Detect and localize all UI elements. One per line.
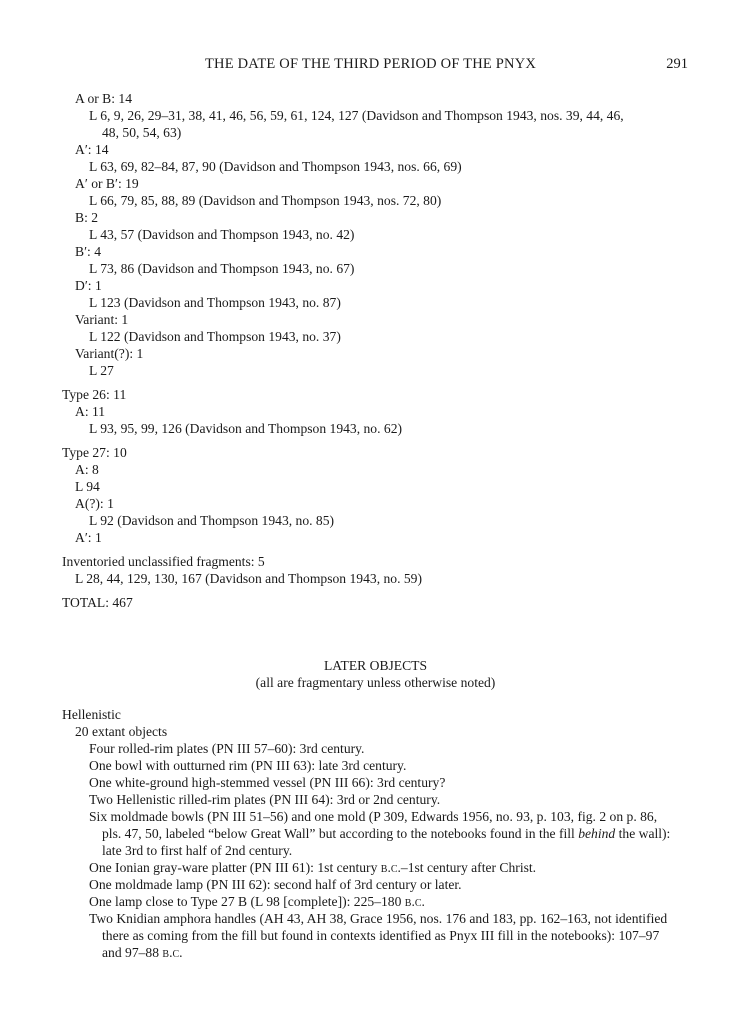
page-number: 291 xyxy=(666,56,688,72)
entry-heading: Variant(?): 1 xyxy=(75,346,144,361)
object-item: One white-ground high-stemmed vessel (PN III 66): 3rd century? xyxy=(89,775,446,790)
entry-text: L 27 xyxy=(89,363,114,378)
entry-heading: A: 8 xyxy=(75,462,99,477)
object-item: Six moldmade bowls (PN III 51–56) and one mold (P 309, Edwards 1956, no. 93, p. 103, fig. 2 on p. 86, xyxy=(89,809,658,824)
object-item: Two Hellenistic rilled-rim plates (PN III 64): 3rd or 2nd century. xyxy=(89,792,441,807)
object-count: 20 extant objects xyxy=(75,724,168,739)
emphasis-text: behind xyxy=(578,826,616,841)
entry-heading: B′: 4 xyxy=(75,244,102,259)
entry-heading: Variant: 1 xyxy=(75,312,129,327)
entry-heading: A: 11 xyxy=(75,404,106,419)
entry-heading: A′ or B′: 19 xyxy=(75,176,139,191)
entry-text: L 93, 95, 99, 126 (Davidson and Thompson 1943, no. 62) xyxy=(89,421,403,436)
object-text: and 97–88 xyxy=(102,945,163,960)
entry-text: L 6, 9, 26, 29–31, 38, 41, 46, 56, 59, 61, 124, 127 (Davidson and Thompson 1943, nos. 39, 44, 46, xyxy=(89,108,624,123)
period-heading: Hellenistic xyxy=(62,707,121,722)
running-header: THE DATE OF THE THIRD PERIOD OF THE PNYX xyxy=(205,56,537,72)
entry-text: L 94 xyxy=(75,479,100,494)
entry-text: L 73, 86 (Davidson and Thompson 1943, no. 67) xyxy=(89,261,355,276)
object-item-continued: there as coming from the fill but found in contexts identified as Pnyx III fill in the notebooks): 107–97 xyxy=(102,928,660,943)
era-abbrev: b.c. xyxy=(162,945,183,960)
total-line: TOTAL: 467 xyxy=(62,595,133,610)
entry-text: L 43, 57 (Davidson and Thompson 1943, no. 42) xyxy=(89,227,355,242)
object-item: One bowl with outturned rim (PN III 63): late 3rd century. xyxy=(89,758,407,773)
section-subtitle: (all are fragmentary unless otherwise noted) xyxy=(255,675,496,690)
type-heading: Type 26: 11 xyxy=(62,387,127,402)
entry-text: L 122 (Davidson and Thompson 1943, no. 37) xyxy=(89,329,341,344)
section-title: LATER OBJECTS xyxy=(323,658,428,673)
object-item-continued: late 3rd to first half of 2nd century. xyxy=(102,843,293,858)
entry-text: L 28, 44, 129, 130, 167 (Davidson and Thompson 1943, no. 59) xyxy=(75,571,422,586)
object-text: the wall): xyxy=(615,826,671,841)
object-item: Two Knidian amphora handles (AH 43, AH 38, Grace 1956, nos. 176 and 183, pp. 162–163, not identified xyxy=(89,911,668,926)
entry-text: L 92 (Davidson and Thompson 1943, no. 85) xyxy=(89,513,335,528)
era-abbrev: b.c. xyxy=(404,894,425,909)
object-text: pls. 47, 50, labeled “below Great Wall” but according to the notebooks found in the fill xyxy=(102,826,579,841)
entry-text: L 66, 79, 85, 88, 89 (Davidson and Thompson 1943, nos. 72, 80) xyxy=(89,193,442,208)
object-text: One lamp close to Type 27 B (L 98 [complete]): 225–180 xyxy=(89,894,405,909)
entry-heading: A′: 14 xyxy=(75,142,109,157)
object-item: Four rolled-rim plates (PN III 57–60): 3rd century. xyxy=(89,741,365,756)
entry-text-continued: 48, 50, 54, 63) xyxy=(102,125,182,140)
entry-heading: B: 2 xyxy=(75,210,99,225)
entry-text: L 123 (Davidson and Thompson 1943, no. 87) xyxy=(89,295,341,310)
entry-heading: D′: 1 xyxy=(75,278,102,293)
object-item-continued xyxy=(102,825,670,842)
entry-heading: A′: 1 xyxy=(75,530,102,545)
era-abbrev: b.c. xyxy=(380,860,401,875)
entry-heading: A or B: 14 xyxy=(75,91,133,106)
object-text: –1st century after Christ. xyxy=(400,860,537,875)
object-text: One Ionian gray-ware platter (PN III 61): 1st century xyxy=(89,860,381,875)
object-item xyxy=(89,893,425,910)
entry-heading: A(?): 1 xyxy=(75,496,114,511)
type-heading: Type 27: 10 xyxy=(62,445,127,460)
object-item: One moldmade lamp (PN III 62): second half of 3rd century or later. xyxy=(89,877,462,892)
object-item-continued xyxy=(102,944,183,961)
object-item xyxy=(89,859,536,876)
entry-text: L 63, 69, 82–84, 87, 90 (Davidson and Thompson 1943, nos. 66, 69) xyxy=(89,159,462,174)
type-heading: Inventoried unclassified fragments: 5 xyxy=(62,554,265,569)
